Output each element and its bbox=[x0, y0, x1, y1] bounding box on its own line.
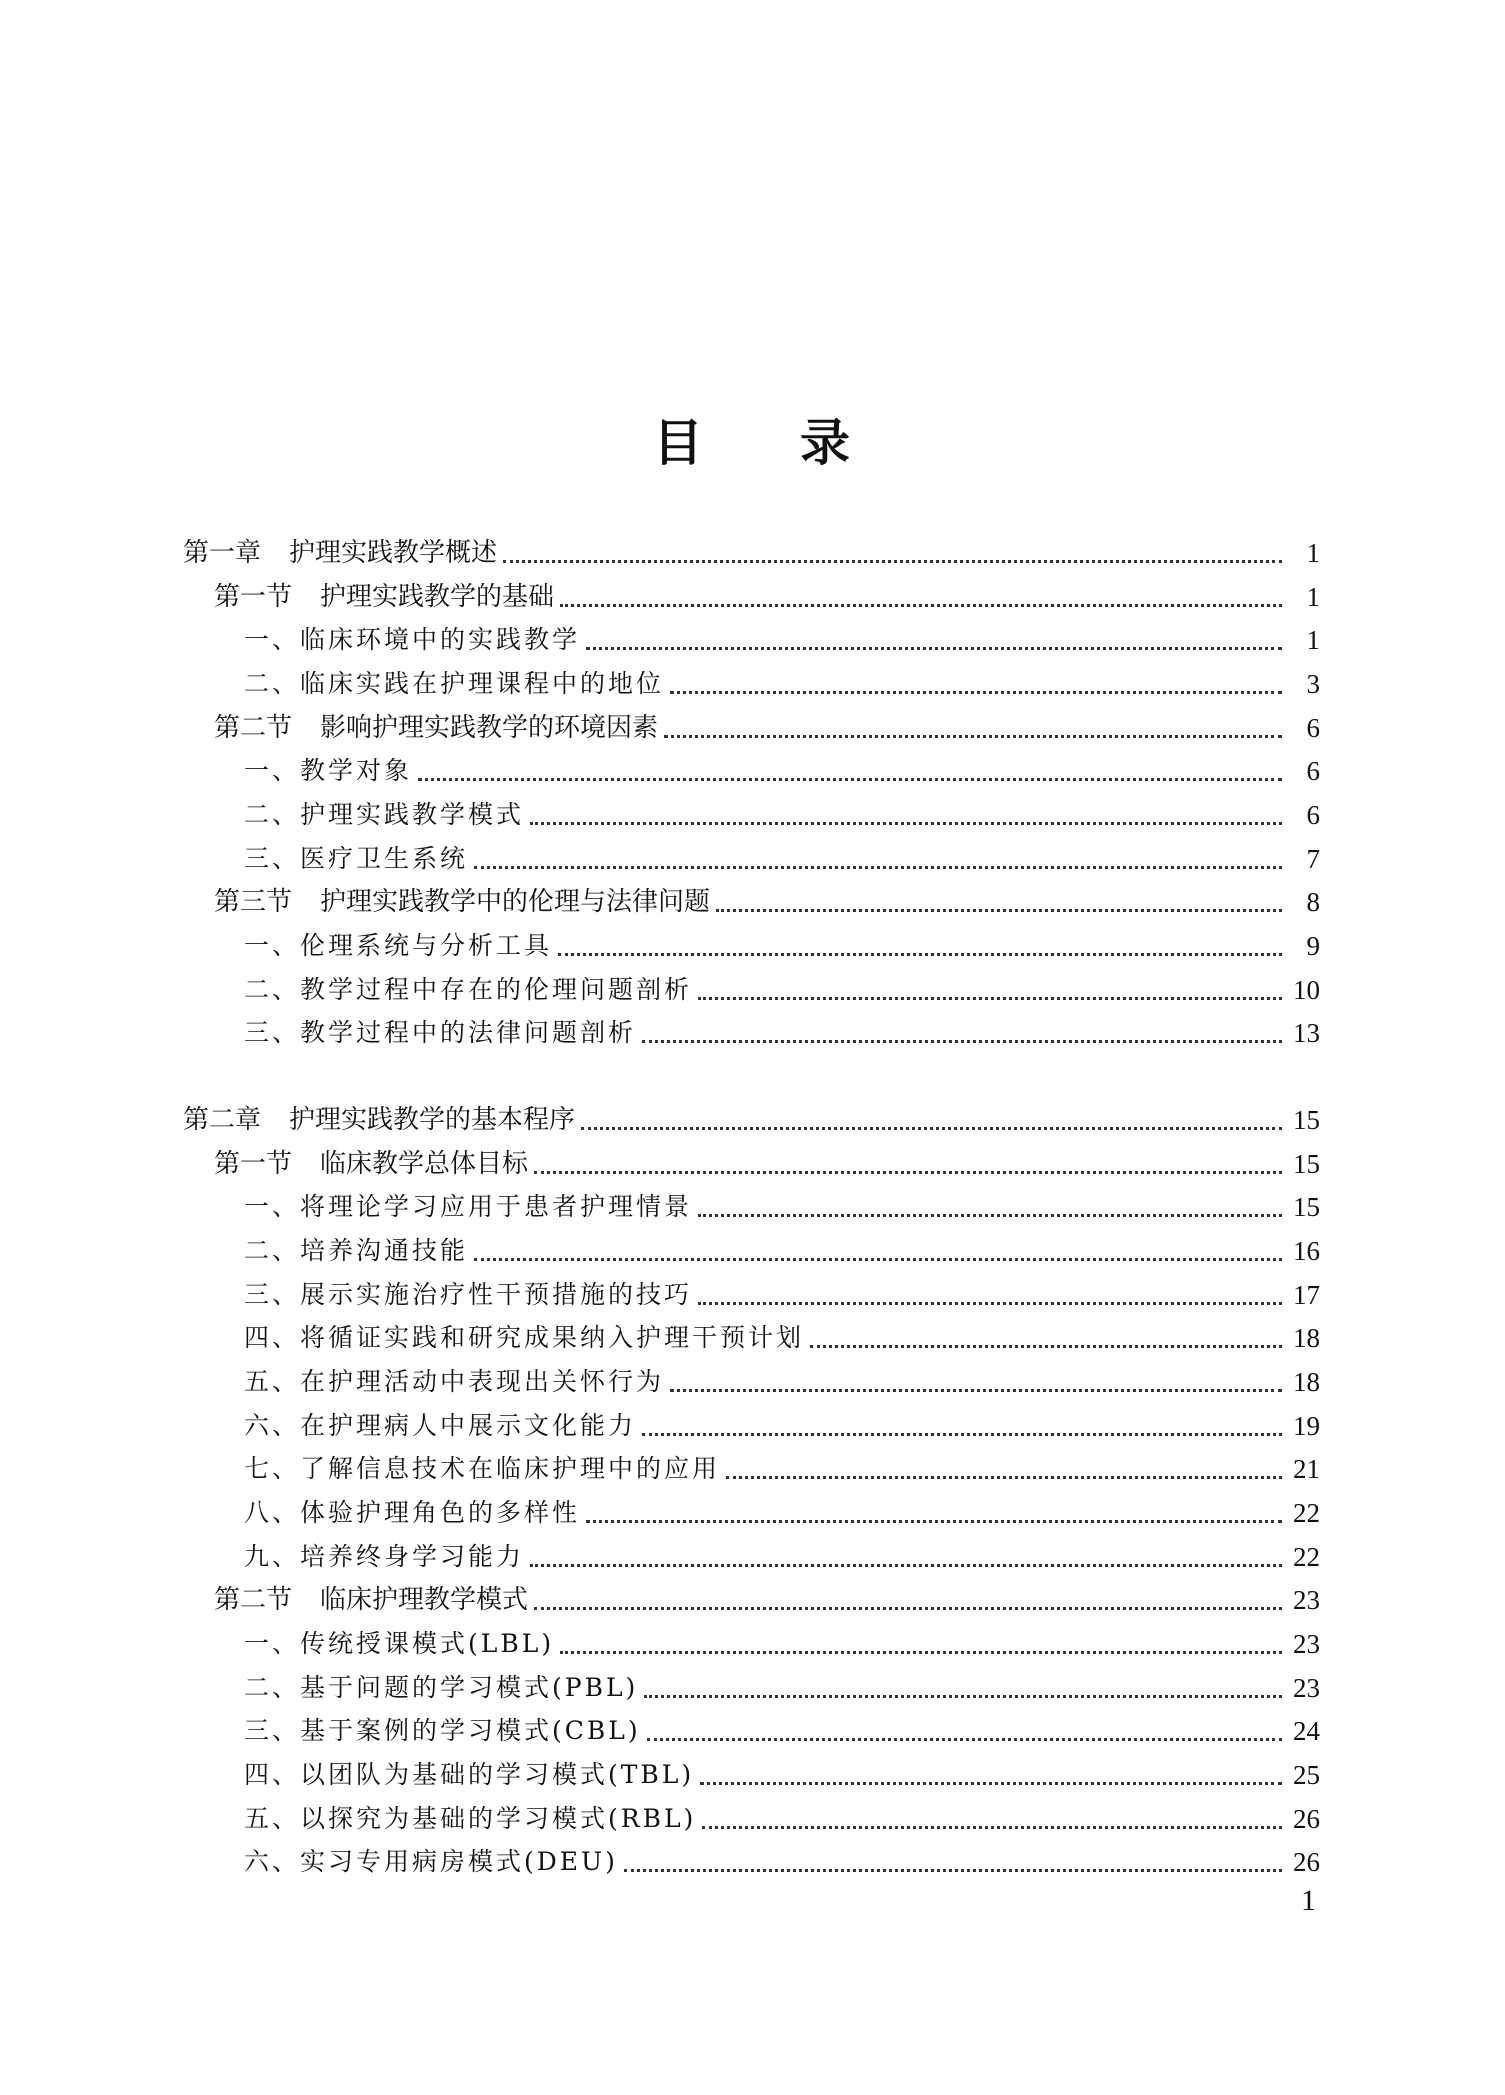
toc-entry-label bbox=[183, 1098, 579, 1142]
toc-entry-page: 8 bbox=[1306, 887, 1320, 917]
toc-entry-page: 1 bbox=[1306, 538, 1320, 568]
toc-entry-title: 六、实习专用病房模式(DEU) bbox=[244, 1847, 618, 1876]
toc-entry-title: 六、在护理病人中展示文化能力 bbox=[244, 1411, 637, 1440]
toc-entry-number: 第一节 bbox=[214, 582, 293, 612]
toc-entry-page: 13 bbox=[1293, 1018, 1320, 1048]
toc-entry-title: 二、培养沟通技能 bbox=[244, 1236, 469, 1265]
toc-entry-page: 6 bbox=[1306, 756, 1320, 786]
toc-section-row[interactable] bbox=[214, 1578, 1320, 1622]
toc-item-row[interactable] bbox=[244, 1229, 1320, 1273]
dot-leader bbox=[528, 1535, 1284, 1579]
toc-item-row[interactable] bbox=[244, 1185, 1320, 1229]
toc-entry-page: 17 bbox=[1293, 1280, 1320, 1310]
toc-entry-title: 护理实践教学概述 bbox=[289, 538, 498, 568]
toc-item-row[interactable] bbox=[244, 749, 1320, 793]
toc-entry-page: 19 bbox=[1293, 1411, 1320, 1441]
toc-entry-label bbox=[214, 880, 714, 924]
dot-leader bbox=[668, 662, 1284, 706]
toc-entry-title: 三、基于案例的学习模式(CBL) bbox=[244, 1716, 641, 1745]
toc-item-row[interactable] bbox=[244, 1535, 1320, 1579]
toc-item-row[interactable] bbox=[244, 924, 1320, 968]
dot-leader bbox=[662, 706, 1284, 750]
toc-entry-title: 二、教学过程中存在的伦理问题剖析 bbox=[244, 975, 693, 1004]
toc-entry-number: 第二章 bbox=[183, 1105, 262, 1135]
toc-entry-page: 7 bbox=[1306, 844, 1320, 874]
toc-entry-page: 25 bbox=[1293, 1760, 1320, 1790]
dot-leader bbox=[558, 575, 1284, 619]
toc-entry-title: 临床护理教学模式 bbox=[320, 1585, 529, 1615]
toc-entry-title: 临床教学总体目标 bbox=[320, 1149, 529, 1179]
toc-entry-title: 七、了解信息技术在临床护理中的应用 bbox=[244, 1454, 721, 1483]
dot-leader bbox=[645, 1709, 1284, 1753]
toc-entry-page: 26 bbox=[1293, 1804, 1320, 1834]
dot-leader bbox=[696, 968, 1284, 1012]
toc-entry-label bbox=[214, 1142, 532, 1186]
dot-leader bbox=[698, 1753, 1284, 1797]
toc-entry-page: 22 bbox=[1293, 1498, 1320, 1528]
toc-entry-title: 一、教学对象 bbox=[244, 756, 413, 785]
dot-leader bbox=[640, 1404, 1284, 1448]
dot-leader bbox=[416, 749, 1284, 793]
toc-entry-number: 第二节 bbox=[214, 1585, 293, 1615]
toc-entry-label bbox=[214, 706, 662, 750]
toc-entry-page: 10 bbox=[1293, 975, 1320, 1005]
toc-entry-title: 一、将理论学习应用于患者护理情景 bbox=[244, 1192, 693, 1221]
toc-entry-label bbox=[244, 1753, 698, 1797]
toc-entry-label bbox=[244, 1011, 640, 1055]
toc-entry-title: 二、基于问题的学习模式(PBL) bbox=[244, 1673, 639, 1702]
title-char-2: 录 bbox=[800, 413, 850, 472]
dot-leader bbox=[584, 618, 1284, 662]
toc-entry-label bbox=[244, 1709, 645, 1753]
toc-entry-label bbox=[244, 1229, 472, 1273]
toc-item-row[interactable] bbox=[244, 1709, 1320, 1753]
toc-item-row[interactable] bbox=[244, 1273, 1320, 1317]
toc-entry-page: 22 bbox=[1293, 1542, 1320, 1572]
toc-entry-page: 15 bbox=[1293, 1192, 1320, 1222]
toc-item-row[interactable] bbox=[244, 1360, 1320, 1404]
toc-chapter-row[interactable] bbox=[183, 1098, 1320, 1142]
toc-entry-label bbox=[244, 1840, 622, 1884]
dot-leader bbox=[808, 1316, 1284, 1360]
toc-item-row[interactable] bbox=[244, 1666, 1320, 1710]
toc-entry-page: 23 bbox=[1293, 1629, 1320, 1659]
toc-entry-page: 1 bbox=[1306, 582, 1320, 612]
toc-item-row[interactable] bbox=[244, 1316, 1320, 1360]
toc-entry-page: 18 bbox=[1293, 1323, 1320, 1353]
title-char-1: 目 bbox=[653, 413, 703, 472]
toc-item-row[interactable] bbox=[244, 793, 1320, 837]
toc-entry-title: 二、护理实践教学模式 bbox=[244, 800, 525, 829]
dot-leader bbox=[584, 1491, 1284, 1535]
toc-entry-title: 护理实践教学中的伦理与法律问题 bbox=[320, 887, 711, 917]
toc-entry-label bbox=[244, 1273, 696, 1317]
toc-chapter-row[interactable] bbox=[183, 531, 1320, 575]
toc-entry-title: 三、展示实施治疗性干预措施的技巧 bbox=[244, 1280, 693, 1309]
toc-entry-title: 一、传统授课模式(LBL) bbox=[244, 1629, 555, 1658]
toc-item-row[interactable] bbox=[244, 1491, 1320, 1535]
toc-entry-label bbox=[214, 575, 558, 619]
toc-entry-title: 三、教学过程中的法律问题剖析 bbox=[244, 1018, 637, 1047]
toc-entry-title: 影响护理实践教学的环境因素 bbox=[320, 713, 659, 743]
toc-entry-title: 一、临床环境中的实践教学 bbox=[244, 625, 581, 654]
toc-entry-title: 八、体验护理角色的多样性 bbox=[244, 1498, 581, 1527]
dot-leader bbox=[724, 1447, 1284, 1491]
toc-section-row[interactable] bbox=[214, 1142, 1320, 1186]
toc-item-row[interactable] bbox=[244, 1011, 1320, 1055]
dot-leader bbox=[622, 1840, 1284, 1884]
toc-section-row[interactable] bbox=[214, 880, 1320, 924]
toc-entry-page: 26 bbox=[1293, 1847, 1320, 1877]
toc-entry-title: 护理实践教学的基本程序 bbox=[289, 1105, 576, 1135]
dot-leader bbox=[714, 880, 1284, 924]
toc-item-row[interactable] bbox=[244, 837, 1320, 881]
toc-entry-page: 24 bbox=[1293, 1716, 1320, 1746]
toc-section-row[interactable] bbox=[214, 575, 1320, 619]
dot-leader bbox=[668, 1360, 1284, 1404]
toc-entry-page: 3 bbox=[1306, 669, 1320, 699]
toc-entry-number: 第一节 bbox=[214, 1149, 293, 1179]
toc-item-row[interactable] bbox=[244, 1622, 1320, 1666]
toc-entry-label bbox=[244, 968, 696, 1012]
toc-entry-page: 15 bbox=[1293, 1105, 1320, 1135]
dot-leader bbox=[532, 1578, 1284, 1622]
toc-item-row[interactable] bbox=[244, 1404, 1320, 1448]
toc-item-row[interactable] bbox=[244, 1797, 1320, 1841]
toc-entry-title: 九、培养终身学习能力 bbox=[244, 1542, 525, 1571]
dot-leader bbox=[579, 1098, 1284, 1142]
toc-entry-page: 23 bbox=[1293, 1673, 1320, 1703]
toc-entry-page: 21 bbox=[1293, 1454, 1320, 1484]
toc-item-row[interactable] bbox=[244, 1447, 1320, 1491]
toc-entry-label bbox=[244, 1797, 700, 1841]
toc-entry-title: 一、伦理系统与分析工具 bbox=[244, 931, 553, 960]
toc-entry-label bbox=[244, 1185, 696, 1229]
dot-leader bbox=[556, 924, 1284, 968]
toc-item-row[interactable] bbox=[244, 662, 1320, 706]
toc-item-row[interactable] bbox=[244, 1753, 1320, 1797]
toc-entry-label bbox=[244, 1404, 640, 1448]
dot-leader bbox=[700, 1797, 1284, 1841]
toc-entry-number: 第三节 bbox=[214, 887, 293, 917]
toc-entry-label bbox=[244, 924, 556, 968]
toc-entry-page: 6 bbox=[1306, 800, 1320, 830]
toc-entry-page: 9 bbox=[1306, 931, 1320, 961]
toc-entry-number: 第一章 bbox=[183, 538, 262, 568]
toc-section-row[interactable] bbox=[214, 706, 1320, 750]
toc-entry-label bbox=[244, 662, 668, 706]
toc-entry-label bbox=[244, 618, 584, 662]
dot-leader bbox=[472, 837, 1284, 881]
toc-entry-number: 第二节 bbox=[214, 713, 293, 743]
dot-leader bbox=[642, 1666, 1284, 1710]
toc-entry-label bbox=[244, 1316, 808, 1360]
toc-entry-page: 23 bbox=[1293, 1585, 1320, 1615]
toc-entry-label bbox=[244, 1491, 584, 1535]
dot-leader bbox=[696, 1273, 1284, 1317]
dot-leader bbox=[558, 1622, 1284, 1666]
toc-entry-label bbox=[244, 1622, 558, 1666]
dot-leader bbox=[696, 1185, 1284, 1229]
dot-leader bbox=[640, 1011, 1284, 1055]
toc-entry-title: 护理实践教学的基础 bbox=[320, 582, 555, 612]
dot-leader bbox=[532, 1142, 1284, 1186]
dot-leader bbox=[501, 531, 1284, 575]
toc-entry-page: 16 bbox=[1293, 1236, 1320, 1266]
toc-entry-label bbox=[183, 531, 501, 575]
toc-entry-page: 18 bbox=[1293, 1367, 1320, 1397]
toc-entry-label bbox=[214, 1578, 532, 1622]
toc-item-row[interactable] bbox=[244, 1840, 1320, 1884]
page-number: 1 bbox=[1301, 1884, 1316, 1917]
toc-entry-label bbox=[244, 837, 472, 881]
toc-entry-title: 四、以团队为基础的学习模式(TBL) bbox=[244, 1760, 695, 1789]
toc-entry-title: 三、医疗卫生系统 bbox=[244, 844, 469, 873]
toc-item-row[interactable] bbox=[244, 618, 1320, 662]
toc-entry-label bbox=[244, 1360, 668, 1404]
toc-entry-label bbox=[244, 1535, 528, 1579]
dot-leader bbox=[528, 793, 1284, 837]
toc-entry-label bbox=[244, 1447, 724, 1491]
toc-entry-title: 四、将循证实践和研究成果纳入护理干预计划 bbox=[244, 1323, 805, 1352]
toc-entry-page: 15 bbox=[1293, 1149, 1320, 1179]
toc-entry-label bbox=[244, 1666, 642, 1710]
toc-item-row[interactable] bbox=[244, 968, 1320, 1012]
toc-entry-title: 五、在护理活动中表现出关怀行为 bbox=[244, 1367, 665, 1396]
dot-leader bbox=[472, 1229, 1284, 1273]
toc-entry-label bbox=[244, 793, 528, 837]
toc-entry-page: 1 bbox=[1306, 625, 1320, 655]
toc-entry-label bbox=[244, 749, 416, 793]
toc-entry-title: 二、临床实践在护理课程中的地位 bbox=[244, 669, 665, 698]
toc-entry-title: 五、以探究为基础的学习模式(RBL) bbox=[244, 1804, 697, 1833]
toc-entry-page: 6 bbox=[1306, 713, 1320, 743]
